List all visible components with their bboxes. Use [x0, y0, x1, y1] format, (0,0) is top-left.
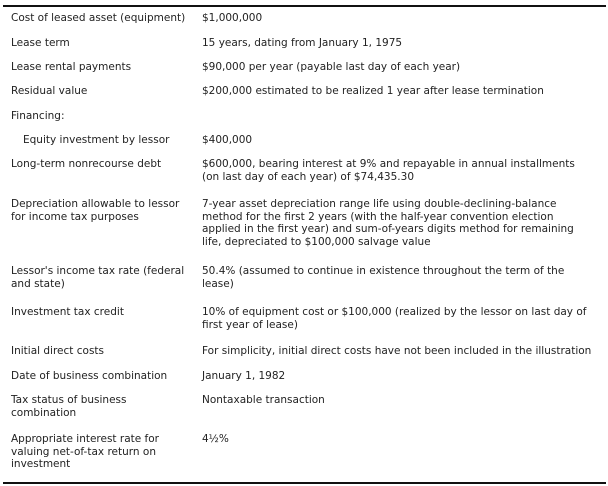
row-value-line: (on last day of each year) of $74,435.30 — [202, 170, 414, 183]
row-value-line: 10% of equipment cost or $100,000 (realized by the lessor on last day of — [202, 306, 587, 318]
row-value-line: Nontaxable transaction — [202, 394, 325, 406]
row-value-line: $600,000, bearing interest at 9% and repayable in annual installments — [202, 158, 575, 170]
row-label — [11, 306, 191, 319]
row-label — [11, 198, 191, 223]
row-label-line: Lessor's income tax rate (federal — [11, 265, 185, 277]
row-value-line: method for the first 2 years (with the half-year convention election — [202, 210, 554, 223]
row-value-line: 15 years, dating from January 1, 1975 — [202, 37, 403, 49]
row-value — [202, 433, 604, 446]
row-label — [11, 12, 191, 25]
row-label-line: Date of business combination — [11, 370, 168, 382]
row-label — [11, 61, 191, 74]
row-value — [202, 158, 604, 183]
row-label-line: Long-term nonrecourse debt — [11, 158, 162, 170]
row-label-line: Lease rental payments — [11, 61, 132, 73]
row-label-line: Initial direct costs — [11, 345, 105, 357]
row-label — [11, 433, 191, 471]
bottom-rule — [3, 482, 606, 484]
row-label-line: Appropriate interest rate for — [11, 433, 159, 445]
row-value — [202, 198, 604, 248]
row-label-line: and state) — [11, 277, 65, 290]
row-label-line: Residual value — [11, 85, 88, 97]
row-label — [23, 134, 203, 147]
row-label-line: Lease term — [11, 37, 70, 49]
row-label-line: Depreciation allowable to lessor — [11, 198, 180, 210]
section-label — [11, 110, 191, 123]
row-label-line: Financing: — [11, 110, 65, 122]
top-rule — [3, 5, 606, 7]
row-label-line: combination — [11, 406, 77, 419]
row-value — [202, 370, 604, 383]
row-value — [202, 134, 604, 147]
row-value-line: $200,000 estimated to be realized 1 year after lease termination — [202, 85, 544, 97]
row-label — [11, 158, 191, 171]
row-value-line: lease) — [202, 277, 234, 290]
row-value-line: For simplicity, initial direct costs have not been included in the illustration — [202, 345, 592, 357]
row-label-line: investment — [11, 458, 71, 470]
row-value — [202, 37, 604, 50]
row-value-line: $90,000 per year (payable last day of each year) — [202, 61, 461, 73]
row-label-line: for income tax purposes — [11, 210, 139, 223]
row-label — [11, 370, 191, 383]
row-value-line: January 1, 1982 — [202, 370, 286, 382]
row-value — [202, 265, 604, 290]
row-value-line: life, depreciated to $100,000 salvage value — [202, 235, 431, 248]
row-label-line: Cost of leased asset (equipment) — [11, 12, 186, 24]
row-label — [11, 265, 191, 290]
row-label — [11, 394, 191, 419]
row-label-line: Tax status of business — [11, 394, 127, 406]
row-value-line: $1,000,000 — [202, 12, 263, 24]
row-value-line: 7-year asset depreciation range life using double-declining-balance — [202, 198, 557, 210]
row-label-line: Investment tax credit — [11, 306, 124, 318]
row-value-line: applied in the first year) and sum-of-years digits method for remaining — [202, 223, 574, 235]
row-label-line: Equity investment by lessor — [23, 134, 170, 146]
row-value-line: $400,000 — [202, 134, 253, 146]
row-value — [202, 12, 604, 25]
row-value — [202, 345, 604, 358]
row-label — [11, 37, 191, 50]
row-value-line: 4½% — [202, 433, 229, 445]
row-label — [11, 85, 191, 98]
row-label-line: valuing net-of-tax return on — [11, 445, 156, 458]
row-value — [202, 394, 604, 407]
row-value — [202, 85, 604, 98]
row-value-line: 50.4% (assumed to continue in existence throughout the term of the — [202, 265, 565, 277]
row-label — [11, 345, 191, 358]
row-value — [202, 61, 604, 74]
row-value-line: first year of lease) — [202, 318, 298, 331]
row-value — [202, 306, 604, 331]
